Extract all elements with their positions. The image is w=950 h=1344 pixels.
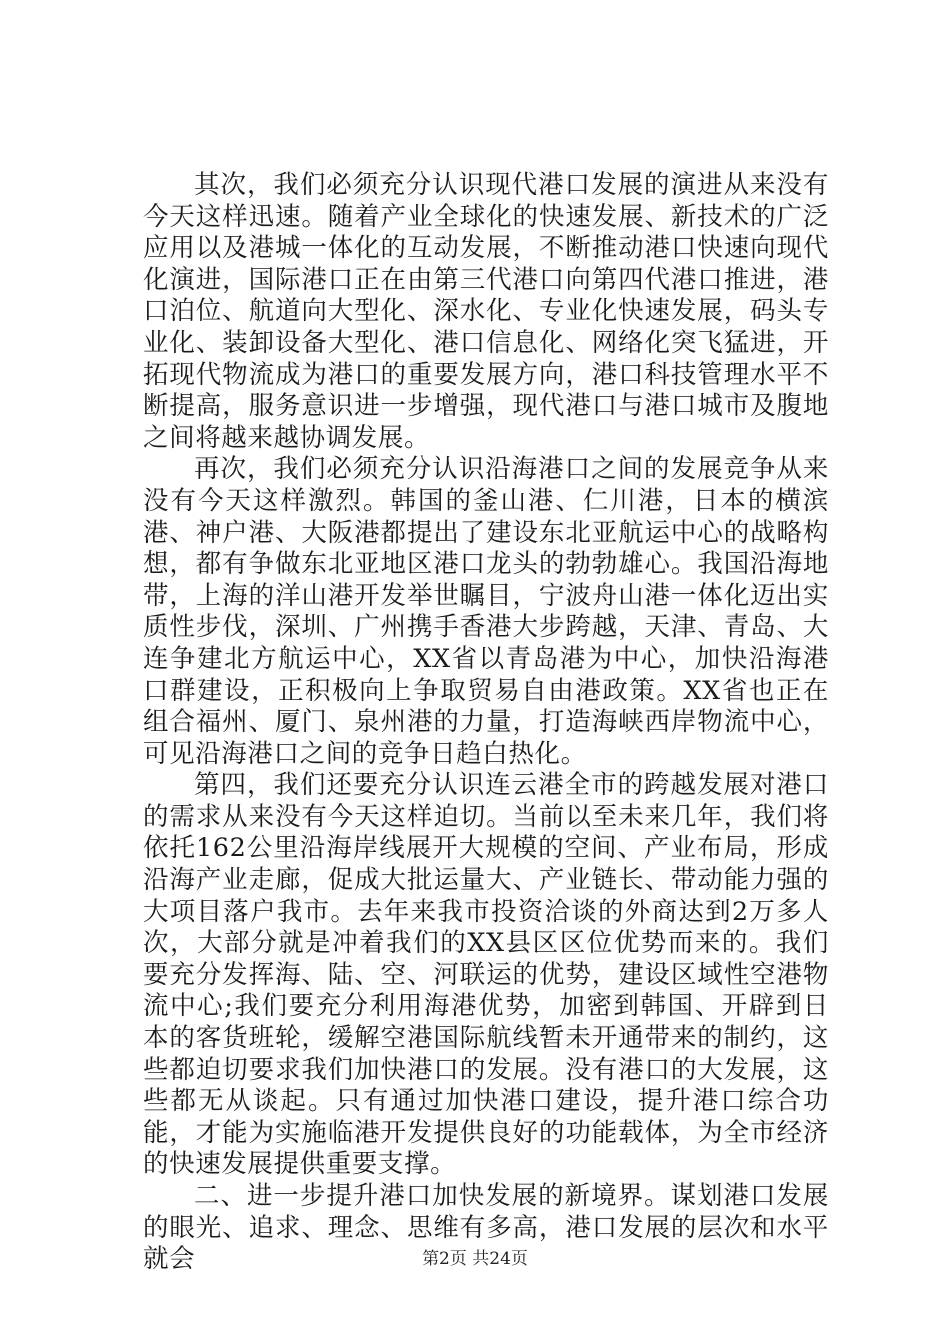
document-body bbox=[143, 170, 829, 1276]
paragraph-2: 再次，我们必须充分认识沿海港口之间的发展竞争从来没有今天这样激烈。韩国的釜山港、仁川港，日本的横滨港、神户港、大阪港都提出了建设东北亚航运中心的战略构想，都有争做东北亚地区港口龙头的勃勃雄心。我国沿海地带，上海的洋山港开发举世瞩目，宁波舟山港一体化迈出实质性步伐，深圳、广州携手香港大步跨越，天津、青岛、大连争建北方航运中心，XX省以青岛港为中心，加快沿海港口群建设，正积极向上争取贸易自由港政策。XX省也正在组合福州、厦门、泉州港的力量，打造海峡西岸物流中心，可见沿海港口之间的竞争日趋白热化。 bbox=[143, 454, 829, 769]
page-number-footer: 第2页 共24页 bbox=[422, 1249, 528, 1269]
paragraph-4: 二、进一步提升港口加快发展的新境界。谋划港口发展的眼光、追求、理念、思维有多高，港口发展的层次和水平就会 bbox=[143, 1181, 829, 1275]
paragraph-3: 第四，我们还要充分认识连云港全市的跨越发展对港口的需求从来没有今天这样迫切。当前以至未来几年，我们将依托162公里沿海岸线展开大规模的空间、产业布局，形成沿海产业走廊，促成大批运量大、产业链长、带动能力强的大项目落户我市。去年来我市投资洽谈的外商达到2万多人次，大部分就是冲着我们的XX县区区位优势而来的。我们要充分发挥海、陆、空、河联运的优势，建设区域性空港物流中心;我们要充分利用海港优势，加密到韩国、开辟到日本的客货班轮，缓解空港国际航线暂未开通带来的制约，这些都迫切要求我们加快港口的发展。没有港口的大发展，这些都无从谈起。只有通过加快港口建设，提升港口综合功能，才能为实施临港开发提供良好的功能载体，为全市经济的快速发展提供重要支撑。 bbox=[143, 770, 829, 1180]
paragraph-1: 其次，我们必须充分认识现代港口发展的演进从来没有今天这样迅速。随着产业全球化的快速发展、新技术的广泛应用以及港城一体化的互动发展，不断推动港口快速向现代化演进，国际港口正在由第三代港口向第四代港口推进，港口泊位、航道向大型化、深水化、专业化快速发展，码头专业化、装卸设备大型化、港口信息化、网络化突飞猛进，开拓现代物流成为港口的重要发展方向，港口科技管理水平不断提高，服务意识进一步增强，现代港口与港口城市及腹地之间将越来越协调发展。 bbox=[143, 170, 829, 453]
